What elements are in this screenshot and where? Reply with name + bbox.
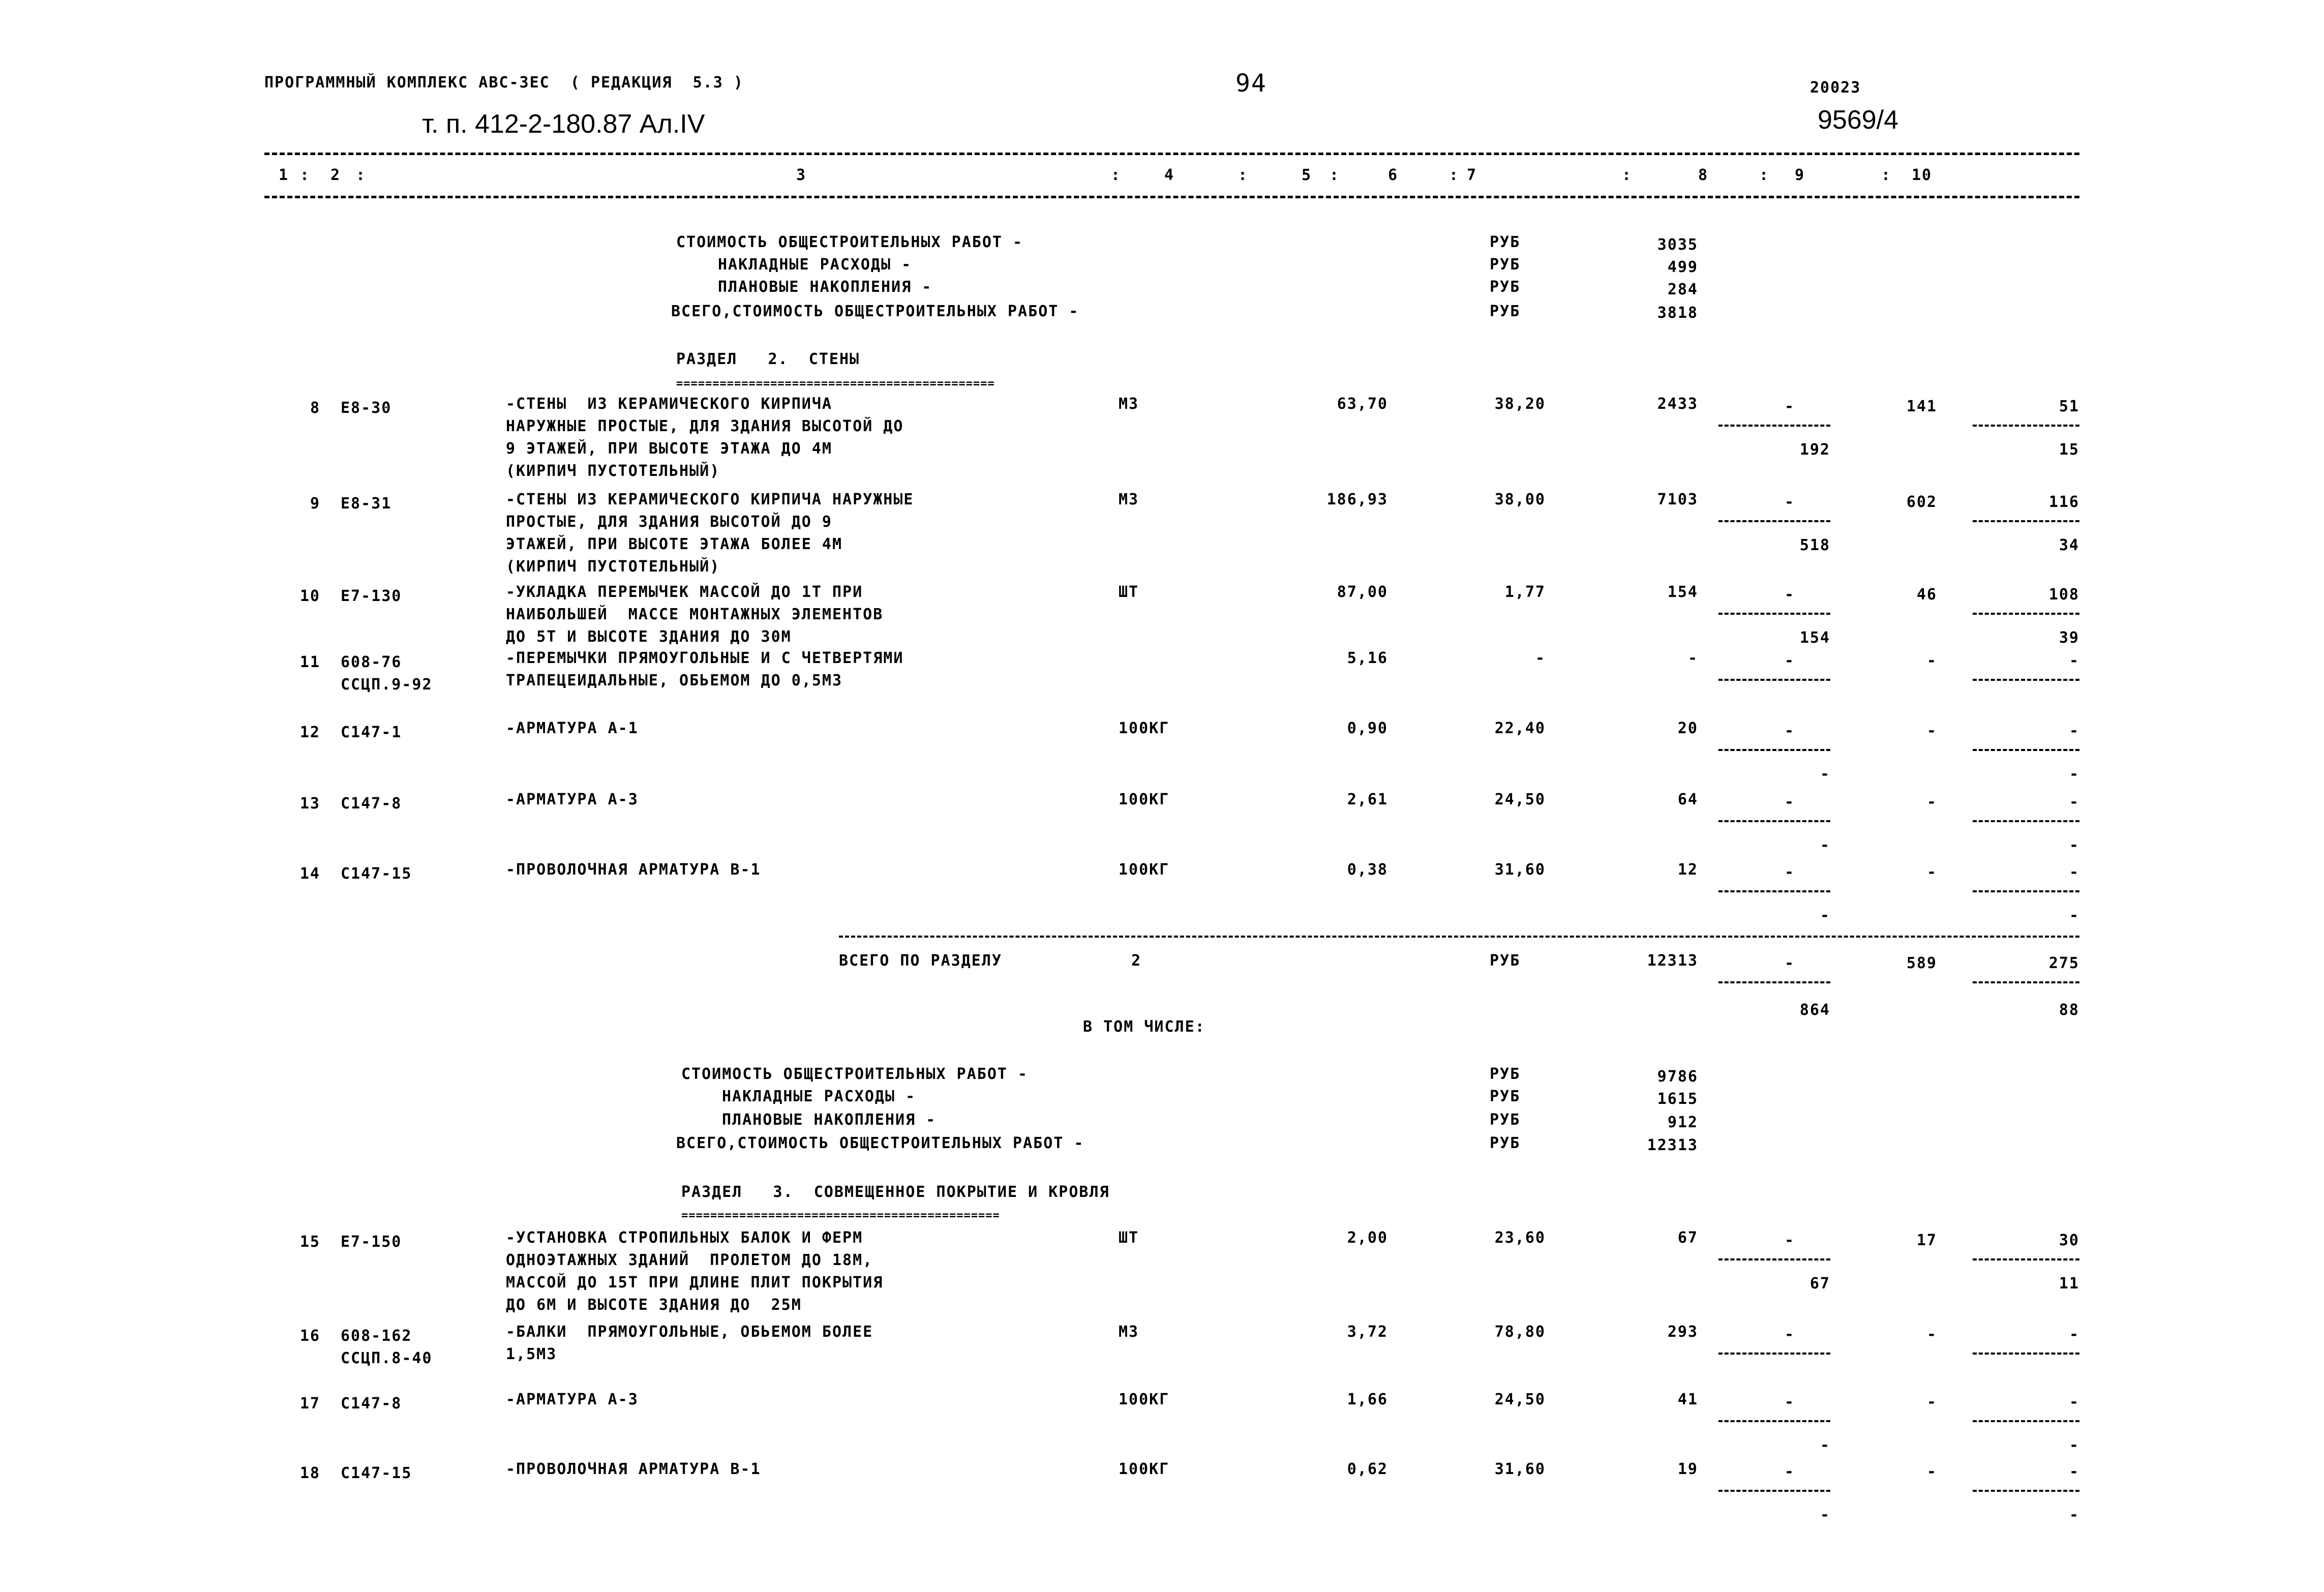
item-description-line: ОДНОЭТАЖНЫХ ЗДАНИЙ ПРОЛЕТОМ ДО 18М, (506, 1251, 873, 1269)
item-total: 7103 (1657, 491, 1698, 508)
summary-value: 3818 (1657, 304, 1698, 322)
col8-rule (1718, 1353, 1830, 1355)
item-quantity: 3,72 (1347, 1323, 1388, 1341)
item-col9: 17 (1916, 1231, 1937, 1249)
item-description-line: -АРМАТУРА А-3 (506, 791, 639, 808)
item-col9: - (1926, 1463, 1937, 1481)
item-col10: - (2069, 722, 2079, 740)
item-quantity: 5,16 (1347, 649, 1388, 667)
summary-unit: РУБ (1490, 1111, 1521, 1129)
item-unit-price: 23,60 (1494, 1229, 1546, 1247)
summary-label: СТОИМОСТЬ ОБЩЕСТРОИТЕЛЬНЫХ РАБОТ - (681, 1065, 1029, 1083)
item-description-line: -УКЛАДКА ПЕРЕМЫЧЕК МАССОЙ ДО 1Т ПРИ (506, 583, 863, 601)
col8-rule (1718, 981, 1830, 983)
item-quantity: 1,66 (1347, 1391, 1388, 1408)
item-unit-price: 38,20 (1494, 395, 1546, 413)
section-total-col9: 589 (1906, 954, 1937, 972)
item-description-line: ДО 6М И ВЫСОТЕ ЗДАНИЯ ДО 25М (506, 1296, 802, 1314)
item-code-secondary: ССЦП.8-40 (341, 1349, 433, 1367)
item-total: 293 (1667, 1323, 1698, 1341)
summary-unit: РУБ (1490, 1088, 1521, 1105)
section-3-underline: ============================================ (681, 1210, 1000, 1221)
col10-rule (1973, 749, 2079, 751)
section-total-label: ВСЕГО ПО РАЗДЕЛУ (839, 952, 1002, 970)
section-total-col8: - (1785, 954, 1795, 972)
column-number: : (1449, 166, 1460, 184)
col10-rule (1973, 890, 2079, 892)
column-number: : (356, 166, 367, 184)
item-unit-price: 1,77 (1504, 583, 1546, 601)
item-code: Е7-150 (341, 1233, 402, 1251)
item-col10: 30 (2059, 1231, 2079, 1249)
item-col8: - (1785, 493, 1795, 511)
item-unit-price: 78,80 (1494, 1323, 1546, 1341)
item-unit: 100КГ (1119, 791, 1170, 808)
section-2-title: РАЗДЕЛ 2. СТЕНЫ (676, 350, 860, 368)
item-col8: - (1785, 1231, 1795, 1249)
item-col8b: - (1820, 1506, 1830, 1524)
item-col9: - (1926, 863, 1937, 881)
item-quantity: 87,00 (1337, 583, 1388, 601)
item-col9: 602 (1906, 493, 1937, 511)
item-code: С147-8 (341, 1395, 402, 1413)
section-total-rule (839, 936, 2079, 938)
page-number: 94 (1235, 69, 1267, 98)
item-unit-price: 31,60 (1494, 1460, 1546, 1478)
item-col10: - (2069, 1393, 2079, 1411)
col8-rule (1718, 425, 1830, 427)
summary-unit: РУБ (1490, 303, 1521, 320)
summary-label: НАКЛАДНЫЕ РАСХОДЫ - (718, 256, 912, 274)
item-number: 15 (299, 1233, 320, 1251)
item-col9: - (1926, 722, 1937, 740)
col10-rule (1973, 1258, 2079, 1260)
summary-label: СТОИМОСТЬ ОБЩЕСТРОИТЕЛЬНЫХ РАБОТ - (676, 233, 1023, 251)
item-unit-price: 31,60 (1494, 861, 1546, 879)
item-code: С147-15 (341, 865, 412, 883)
column-number: : (300, 166, 311, 184)
item-code-secondary: ССЦП.9-92 (341, 676, 433, 694)
item-col8: - (1785, 398, 1795, 415)
item-col10b: - (2069, 1436, 2079, 1454)
item-description-line: -ПЕРЕМЫЧКИ ПРЯМОУГОЛЬНЫЕ И С ЧЕТВЕРТЯМИ (506, 649, 904, 667)
section-2-underline: ============================================ (676, 378, 995, 389)
summary-value: 284 (1667, 281, 1698, 298)
item-col8b: 518 (1799, 536, 1830, 554)
summary-unit: РУБ (1490, 1134, 1521, 1152)
header-rule-bottom (264, 196, 2079, 198)
item-quantity: 0,38 (1347, 861, 1388, 879)
item-description-line: -ПРОВОЛОЧНАЯ АРМАТУРА В-1 (506, 1460, 761, 1478)
item-description-line: 1,5М3 (506, 1345, 557, 1363)
item-col10: 116 (2048, 493, 2079, 511)
item-col10b: - (2069, 765, 2079, 783)
item-col8b: - (1820, 836, 1830, 854)
item-col10b: - (2069, 907, 2079, 924)
item-col9: - (1926, 793, 1937, 811)
column-number: 7 (1467, 166, 1477, 184)
item-col10: - (2069, 793, 2079, 811)
item-code: Е8-30 (341, 399, 392, 417)
item-quantity: 2,61 (1347, 791, 1388, 808)
item-col10b: 11 (2059, 1275, 2079, 1293)
item-col10: - (2069, 652, 2079, 670)
col10-rule (1973, 679, 2079, 681)
item-unit-price: 22,40 (1494, 719, 1546, 737)
item-unit: ШТ (1119, 1229, 1139, 1247)
item-col9: 141 (1906, 398, 1937, 415)
column-number: 8 (1698, 166, 1709, 184)
item-unit: 100КГ (1119, 1391, 1170, 1408)
item-unit-price: 24,50 (1494, 791, 1546, 808)
summary-label: ВСЕГО,СТОИМОСТЬ ОБЩЕСТРОИТЕЛЬНЫХ РАБОТ - (671, 303, 1079, 320)
item-col8: - (1785, 722, 1795, 740)
item-description-line: -УСТАНОВКА СТРОПИЛЬНЫХ БАЛОК И ФЕРМ (506, 1229, 863, 1247)
col10-rule (1973, 520, 2079, 522)
item-col9: 46 (1916, 586, 1937, 604)
item-col8: - (1785, 1393, 1795, 1411)
summary-label: ПЛАНОВЫЕ НАКОПЛЕНИЯ - (718, 278, 932, 296)
summary-unit: РУБ (1490, 256, 1521, 274)
col8-rule (1718, 520, 1830, 522)
item-unit-price: 38,00 (1494, 491, 1546, 508)
item-col8b: 192 (1799, 441, 1830, 459)
item-unit: ШТ (1119, 583, 1139, 601)
item-col8b: - (1820, 1436, 1830, 1454)
item-description-line: -СТЕНЫ ИЗ КЕРАМИЧЕСКОГО КИРПИЧА (506, 395, 832, 413)
summary-value: 1615 (1657, 1090, 1698, 1108)
col10-rule (1973, 1490, 2079, 1492)
column-number: 9 (1795, 166, 1805, 184)
item-col10b: 34 (2059, 536, 2079, 554)
item-total: 19 (1677, 1460, 1698, 1478)
item-col8b: - (1820, 765, 1830, 783)
item-code: С147-8 (341, 795, 402, 813)
col8-rule (1718, 820, 1830, 822)
item-unit: М3 (1119, 491, 1139, 508)
col10-rule (1973, 1420, 2079, 1422)
item-number: 17 (299, 1395, 320, 1413)
item-col9: - (1926, 652, 1937, 670)
column-number: 5 (1302, 166, 1312, 184)
item-code: 608-162 (341, 1327, 412, 1345)
item-description-line: ТРАПЕЦЕИДАЛЬНЫЕ, ОБЬЕМОМ ДО 0,5М3 (506, 672, 843, 689)
column-number: : (1238, 166, 1249, 184)
item-description-line: ЭТАЖЕЙ, ПРИ ВЫСОТЕ ЭТАЖА БОЛЕЕ 4М (506, 535, 843, 553)
item-description-line: -АРМАТУРА А-1 (506, 719, 639, 737)
item-quantity: 63,70 (1337, 395, 1388, 413)
col10-rule (1973, 613, 2079, 615)
item-description-line: -БАЛКИ ПРЯМОУГОЛЬНЫЕ, ОБЬЕМОМ БОЛЕЕ (506, 1323, 873, 1341)
section-total-unit: РУБ (1490, 952, 1521, 970)
item-total: 2433 (1657, 395, 1698, 413)
item-description-line: (КИРПИЧ ПУСТОТЕЛЬНЫЙ) (506, 558, 720, 576)
item-number: 18 (299, 1464, 320, 1482)
item-unit: 100КГ (1119, 861, 1170, 879)
item-description-line: НАРУЖНЫЕ ПРОСТЫЕ, ДЛЯ ЗДАНИЯ ВЫСОТОЙ ДО (506, 417, 904, 435)
column-number: 2 (330, 166, 341, 184)
item-col10: 51 (2059, 398, 2079, 415)
col8-rule (1718, 890, 1830, 892)
item-description-line: (КИРПИЧ ПУСТОТЕЛЬНЫЙ) (506, 462, 720, 480)
item-col9: - (1926, 1393, 1937, 1411)
summary-value: 9786 (1657, 1068, 1698, 1086)
col8-rule (1718, 749, 1830, 751)
item-col8: - (1785, 652, 1795, 670)
item-col9: - (1926, 1326, 1937, 1343)
item-unit: 100КГ (1119, 1460, 1170, 1478)
item-total: 154 (1667, 583, 1698, 601)
column-number: : (1111, 166, 1122, 184)
item-number: 12 (299, 724, 320, 741)
item-number: 9 (310, 495, 320, 513)
summary-label: НАКЛАДНЫЕ РАСХОДЫ - (722, 1088, 916, 1105)
item-number: 11 (299, 653, 320, 671)
item-col8: - (1785, 586, 1795, 604)
item-number: 8 (310, 399, 320, 417)
col8-rule (1718, 1420, 1830, 1422)
section-total-col10b: 88 (2059, 1001, 2079, 1019)
summary-value: 912 (1667, 1114, 1698, 1131)
item-number: 13 (299, 795, 320, 813)
column-number: : (1330, 166, 1340, 184)
item-code: Е8-31 (341, 495, 392, 513)
item-col10: - (2069, 863, 2079, 881)
item-col10b: - (2069, 836, 2079, 854)
item-col8: - (1785, 793, 1795, 811)
item-description-line: ДО 5Т И ВЫСОТЕ ЗДАНИЯ ДО 30М (506, 628, 792, 646)
item-col10: - (2069, 1326, 2079, 1343)
header-rule-top (264, 153, 2079, 155)
item-col10: 108 (2048, 586, 2079, 604)
summary-label: ВСЕГО,СТОИМОСТЬ ОБЩЕСТРОИТЕЛЬНЫХ РАБОТ - (676, 1134, 1084, 1152)
col8-rule (1718, 613, 1830, 615)
item-quantity: 0,90 (1347, 719, 1388, 737)
summary-value: 3035 (1657, 236, 1698, 254)
item-col8b: - (1820, 907, 1830, 924)
item-col10: - (2069, 1463, 2079, 1481)
item-code: С147-1 (341, 724, 402, 741)
item-code: С147-15 (341, 1464, 412, 1482)
col10-rule (1973, 425, 2079, 427)
column-number: 3 (796, 166, 807, 184)
column-number: 4 (1164, 166, 1175, 184)
col8-rule (1718, 679, 1830, 681)
column-number: 1 (279, 166, 289, 184)
item-total: 67 (1677, 1229, 1698, 1247)
item-total: - (1687, 649, 1698, 667)
summary-unit: РУБ (1490, 1065, 1521, 1083)
section-total-value: 12313 (1647, 952, 1698, 970)
item-number: 14 (299, 865, 320, 883)
item-quantity: 2,00 (1347, 1229, 1388, 1247)
item-unit: 100КГ (1119, 719, 1170, 737)
item-description-line: ПРОСТЫЕ, ДЛЯ ЗДАНИЯ ВЫСОТОЙ ДО 9 (506, 513, 832, 531)
item-code: 608-76 (341, 653, 402, 671)
item-description-line: НАИБОЛЬШЕЙ МАССЕ МОНТАЖНЫХ ЭЛЕМЕНТОВ (506, 606, 884, 623)
item-description-line: МАССОЙ ДО 15Т ПРИ ДЛИНЕ ПЛИТ ПОКРЫТИЯ (506, 1274, 884, 1291)
item-col8: - (1785, 1326, 1795, 1343)
item-quantity: 0,62 (1347, 1460, 1388, 1478)
item-description-line: -АРМАТУРА А-3 (506, 1391, 639, 1408)
summary-value: 12313 (1647, 1136, 1698, 1154)
item-total: 41 (1677, 1391, 1698, 1408)
item-description-line: 9 ЭТАЖЕЙ, ПРИ ВЫСОТЕ ЭТАЖА ДО 4М (506, 440, 832, 458)
section-total-number: 2 (1131, 952, 1142, 970)
section-total-col8b: 864 (1799, 1001, 1830, 1019)
col10-rule (1973, 1353, 2079, 1355)
item-code: Е7-130 (341, 587, 402, 605)
item-col8b: 67 (1809, 1275, 1830, 1293)
project-reference: т. п. 412-2-180.87 Ал.IV (422, 109, 705, 139)
item-col10b: 39 (2059, 629, 2079, 647)
col10-rule (1973, 820, 2079, 822)
item-unit: М3 (1119, 395, 1139, 413)
item-total: 12 (1677, 861, 1698, 879)
item-unit: М3 (1119, 1323, 1139, 1341)
document-code: 20023 (1810, 79, 1861, 97)
summary-unit: РУБ (1490, 278, 1521, 296)
col8-rule (1718, 1258, 1830, 1260)
summary-unit: РУБ (1490, 233, 1521, 251)
col10-rule (1973, 981, 2079, 983)
item-col8b: 154 (1799, 629, 1830, 647)
section-3-title: РАЗДЕЛ 3. СОВМЕЩЕННОЕ ПОКРЫТИЕ И КРОВЛЯ (681, 1183, 1110, 1201)
item-total: 64 (1677, 791, 1698, 808)
summary-value: 499 (1667, 258, 1698, 276)
column-number: : (1622, 166, 1633, 184)
item-number: 10 (299, 587, 320, 605)
column-number: 6 (1388, 166, 1399, 184)
column-number: : (1881, 166, 1892, 184)
item-col10b: 15 (2059, 441, 2079, 459)
item-total: 20 (1677, 719, 1698, 737)
col8-rule (1718, 1490, 1830, 1492)
item-col10b: - (2069, 1506, 2079, 1524)
item-description-line: -СТЕНЫ ИЗ КЕРАМИЧЕСКОГО КИРПИЧА НАРУЖНЫЕ (506, 491, 914, 508)
sheet-number: 9569/4 (1818, 105, 1899, 135)
item-unit-price: 24,50 (1494, 1391, 1546, 1408)
item-description-line: -ПРОВОЛОЧНАЯ АРМАТУРА В-1 (506, 861, 761, 879)
item-unit-price: - (1535, 649, 1546, 667)
item-col8: - (1785, 1463, 1795, 1481)
item-col8: - (1785, 863, 1795, 881)
program-title: ПРОГРАММНЫЙ КОМПЛЕКС АВС-ЗЕС ( РЕДАКЦИЯ 5.3 ) (264, 74, 744, 92)
including-label: В ТОМ ЧИСЛЕ: (1083, 1018, 1205, 1036)
column-number: 10 (1912, 166, 1933, 184)
section-total-col10: 275 (2048, 954, 2079, 972)
column-number: : (1759, 166, 1770, 184)
item-number: 16 (299, 1327, 320, 1345)
item-quantity: 186,93 (1326, 491, 1388, 508)
summary-label: ПЛАНОВЫЕ НАКОПЛЕНИЯ - (722, 1111, 937, 1129)
